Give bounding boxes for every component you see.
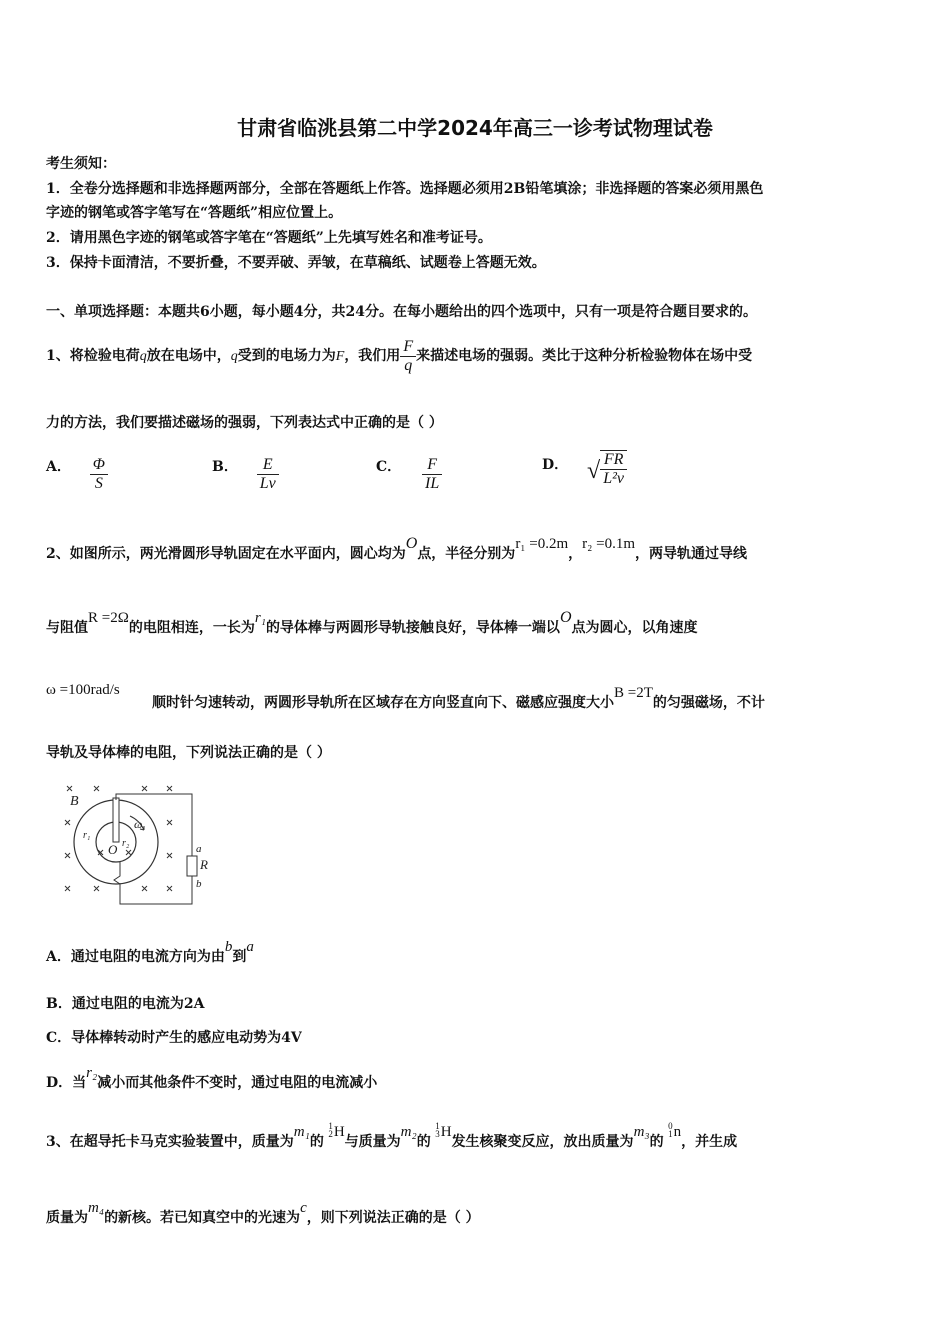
q1-stem-line2: 力的方法，我们要描述磁场的强弱，下列表达式中正确的是（ ） xyxy=(46,415,443,431)
circuit-figure xyxy=(56,780,216,908)
wire xyxy=(114,794,192,904)
conductor-rod xyxy=(113,798,119,842)
q1-option-a[interactable]: A． $\frac{\Phi}{S}$ xyxy=(46,456,108,493)
fig-label-a: a xyxy=(196,843,202,855)
fig-label-omega: ω xyxy=(134,817,143,831)
q2-option-b[interactable]: B．通过电阻的电流为2A xyxy=(46,996,205,1012)
isotope-n: 1 0 xyxy=(668,1121,673,1139)
isotope-h2: 2 1 xyxy=(328,1121,333,1139)
page-title: 甘肃省临洮县第二中学2024年高三一诊考试物理试卷 xyxy=(237,116,713,140)
fig-label-R: R xyxy=(200,857,208,872)
q2-option-a[interactable]: A．通过电阻的电流方向为由b到a xyxy=(46,939,254,965)
resistor xyxy=(187,856,197,876)
q1-option-c[interactable]: C． $\frac{F}{IL}$ xyxy=(376,456,442,493)
q2-stem-line4: 导轨及导体棒的电阻，下列说法正确的是（ ） xyxy=(46,745,331,761)
q2-omega: ω =100rad/s xyxy=(46,682,120,698)
sqrt-icon: √ xyxy=(587,457,601,484)
q1-fraction: $\frac{F}{q}$ xyxy=(400,338,416,375)
fig-label-b: b xyxy=(196,878,202,890)
q1-option-d[interactable]: D． √ $\frac{FR}{\text{L²v}}$ xyxy=(542,450,627,488)
q2-stem-line1: 2、如图所示，两光滑圆形导轨固定在水平面内，圆心均为O点，半径分别为r₁ =0.2m，r₂ =0.1m，两导轨通过导线 xyxy=(46,535,748,562)
q1-stem: 1、将检验电荷q放在电场中，q受到的电场力为F，我们用 $\frac{F}{q}$ 来描述电场的强弱。类比于这种分析检验物体在场中受 xyxy=(46,337,753,374)
notice-heading: 考生须知： xyxy=(46,156,116,172)
q3-stem-line2: 质量为m₄的新核。若已知真空中的光速为c，则下列说法正确的是（ ） xyxy=(46,1200,480,1226)
fig-label-r1: r₁ xyxy=(83,830,91,841)
fig-label-B: B xyxy=(70,794,79,809)
notice-item-2: 2．请用黑色字迹的钢笔或答字笔在“答题纸”上先填写姓名和准考证号。 xyxy=(46,230,492,246)
q2-stem-line3: 顺时针匀速转动，两圆形导轨所在区域存在方向竖直向下、磁感应强度大小B =2T的匀强磁场，不计 xyxy=(152,685,765,711)
fig-label-O: O xyxy=(108,842,118,857)
notice-item-1: 1．全卷分选择题和非选择题两部分，全部在答题纸上作答。选择题必须用2B铅笔填涂；非选择题的答案必须用黑色 xyxy=(46,181,764,197)
q2-stem-line2: 与阻值R =2Ω的电阻相连，一长为r₁的导体棒与两圆形导轨接触良好，导体棒一端以O点为圆心，以角速度 xyxy=(46,609,698,636)
q2-option-d[interactable]: D．当r₂减小而其他条件不变时，通过电阻的电流减小 xyxy=(46,1065,378,1091)
section-heading: 一、单项选择题：本题共6小题，每小题4分，共24分。在每小题给出的四个选项中，只有一项是符合题目要求的。 xyxy=(46,304,757,320)
notice-item-3: 3．保持卡面清洁，不要折叠，不要弄破、弄皱，在草稿纸、试题卷上答题无效。 xyxy=(46,255,546,271)
q1-option-b[interactable]: B． $\frac{E}{Lv}$ xyxy=(212,456,279,493)
isotope-h3: 3 1 xyxy=(435,1121,440,1139)
fig-label-r2: r₂ xyxy=(122,838,130,849)
q2-option-c[interactable]: C．导体棒转动时产生的感应电动势为4V xyxy=(46,1030,302,1046)
notice-item-1-cont: 字迹的钢笔或答字笔写在“答题纸”相应位置上。 xyxy=(46,205,343,221)
q3-stem-line1: 3、在超导托卡马克实验装置中，质量为m₁的 2 1 H与质量为m₂的 3 1 H发生核聚变反应，放出质量为m₃的 1 0 n，并生成 xyxy=(46,1121,738,1150)
